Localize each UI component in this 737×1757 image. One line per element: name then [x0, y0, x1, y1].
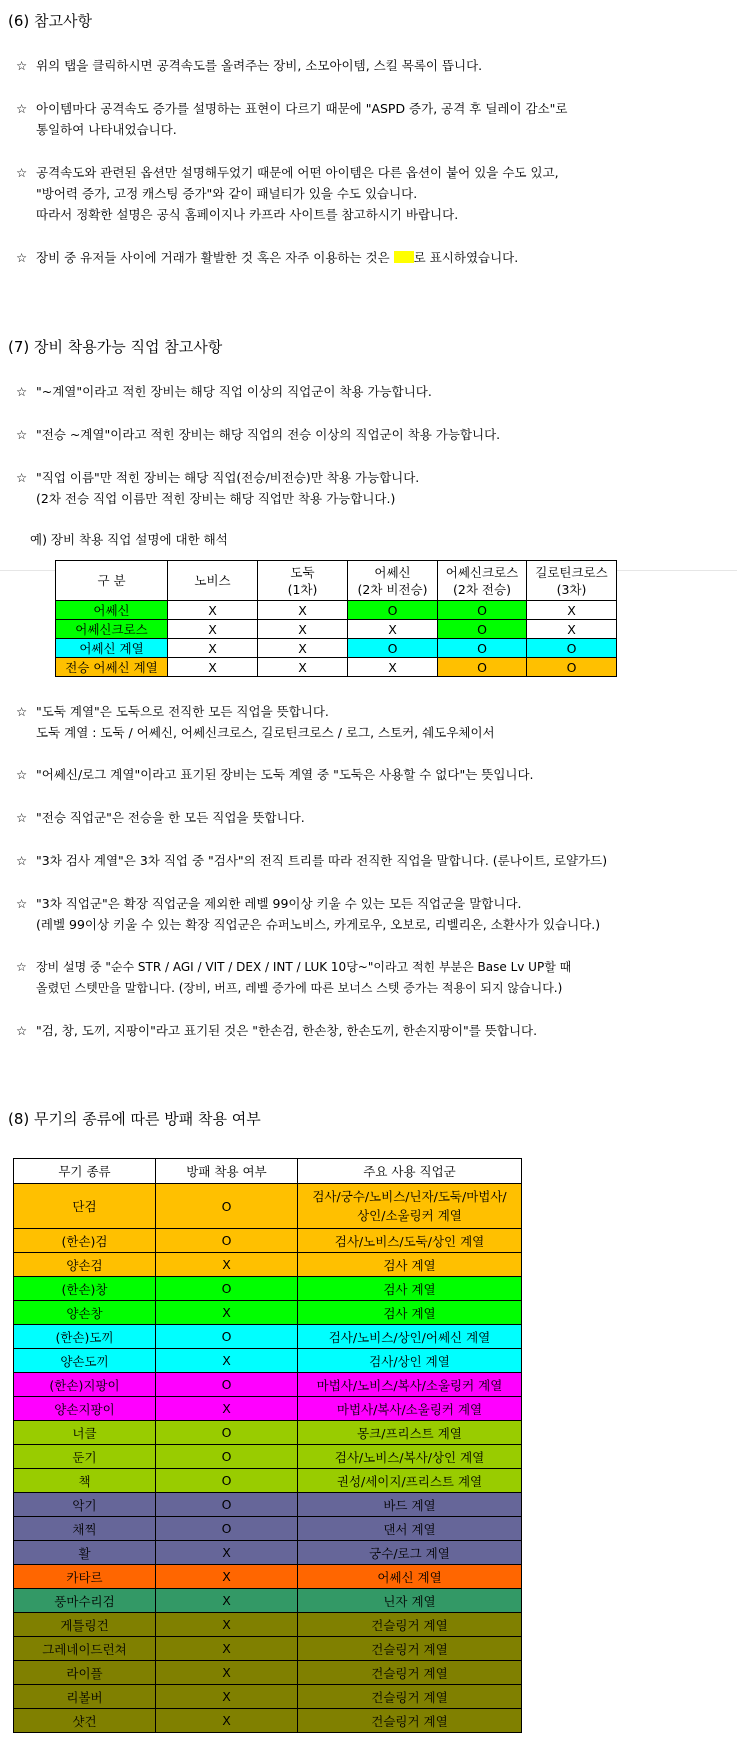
header-weapon: 무기 종류: [14, 1159, 156, 1184]
table-row: [14, 1184, 522, 1229]
example-table: [55, 560, 617, 677]
weapon-table-header: [14, 1159, 522, 1184]
table-row: [56, 620, 617, 639]
cell-jobs: 건슬링거 계열: [298, 1709, 522, 1733]
cell-weapon: 양손창: [14, 1301, 156, 1325]
header-cell: 길로틴크로스 (3차): [527, 561, 617, 601]
star-icon: ☆: [16, 810, 28, 825]
table-row: [14, 1709, 522, 1733]
note-7-10: ☆ "검, 창, 도끼, 지팡이"라고 표기된 것은 "한손검, 한손창, 한손도끼, 한손지팡이"를 뜻합니다.: [16, 1020, 537, 1041]
cell-jobs: 바드 계열: [298, 1493, 522, 1517]
cell-weapon: (한손)지팡이: [14, 1373, 156, 1397]
cell-weapon: 단검: [14, 1184, 156, 1229]
cell-shield: O: [156, 1469, 298, 1493]
table-row: [14, 1397, 522, 1421]
cell-weapon: 책: [14, 1469, 156, 1493]
cell: X: [348, 658, 438, 677]
cell: O: [438, 658, 527, 677]
cell-weapon: 풍마수리검: [14, 1589, 156, 1613]
note-6-4: ☆ 장비 중 유저들 사이에 거래가 활발한 것 혹은 자주 이용하는 것은 로 표시하였습니다.: [16, 247, 518, 268]
cell-jobs: 검사/노비스/복사/상인 계열: [298, 1445, 522, 1469]
cell-shield: X: [156, 1397, 298, 1421]
cell-shield: X: [156, 1709, 298, 1733]
note-7-7: ☆ "3차 검사 계열"은 3차 직업 중 "검사"의 전직 트리를 따라 전직한 직업을 말합니다. (룬나이트, 로얄가드): [16, 850, 607, 871]
cell-jobs: 건슬링거 계열: [298, 1637, 522, 1661]
cell: X: [258, 601, 348, 620]
cell-shield: X: [156, 1349, 298, 1373]
table-row: [56, 658, 617, 677]
cell-weapon: (한손)창: [14, 1277, 156, 1301]
cell-jobs: 댄서 계열: [298, 1517, 522, 1541]
cell: O: [348, 639, 438, 658]
table-row: [14, 1301, 522, 1325]
cell-weapon: 채찍: [14, 1517, 156, 1541]
cell-jobs: 검사/궁수/노비스/닌자/도둑/마법사/ 상인/소울링커 계열: [298, 1184, 522, 1229]
cell-shield: O: [156, 1184, 298, 1229]
cell-weapon: 샷건: [14, 1709, 156, 1733]
cell-weapon: 그레네이드런쳐: [14, 1637, 156, 1661]
example-table-header: [56, 561, 617, 601]
highlight-swatch: [394, 251, 414, 263]
cell: X: [348, 620, 438, 639]
cell: X: [258, 658, 348, 677]
cell: O: [438, 620, 527, 639]
header-jobs: 주요 사용 직업군: [298, 1159, 522, 1184]
cell-shield: X: [156, 1253, 298, 1277]
table-row: [14, 1229, 522, 1253]
table-row: [14, 1613, 522, 1637]
note-7-5: ☆ "어쎄신/로그 계열"이라고 표기된 장비는 도둑 계열 중 "도둑은 사용할 수 없다"는 뜻입니다.: [16, 764, 534, 785]
header-cell: 도둑 (1차): [258, 561, 348, 601]
star-icon: ☆: [16, 767, 28, 782]
table-row: [14, 1277, 522, 1301]
cell: O: [527, 639, 617, 658]
cell: O: [527, 658, 617, 677]
star-icon: ☆: [16, 470, 28, 485]
table-row: [14, 1637, 522, 1661]
note-6-2: ☆ 아이템마다 공격속도 증가를 설명하는 표현이 다르기 때문에 "ASPD 증가, 공격 후 딜레이 감소"로 통일하여 나타내었습니다.: [16, 98, 568, 140]
section-6-title: (6) 참고사항: [8, 12, 92, 30]
table-row: [14, 1253, 522, 1277]
section-8-title: (8) 무기의 종류에 따른 방패 착용 여부: [8, 1110, 261, 1128]
cell-weapon: 게틀링건: [14, 1613, 156, 1637]
cell-jobs: 마법사/노비스/복사/소울링커 계열: [298, 1373, 522, 1397]
cell-jobs: 권성/세이지/프리스트 계열: [298, 1469, 522, 1493]
cell: O: [438, 601, 527, 620]
cell-shield: O: [156, 1493, 298, 1517]
cell-weapon: 리볼버: [14, 1685, 156, 1709]
note-7-8: ☆ "3차 직업군"은 확장 직업군을 제외한 레벨 99이상 키울 수 있는 모든 직업군을 말합니다. (레벨 99이상 키울 수 있는 확장 직업군은 슈퍼노비스, 카게로우, 오보로, 리벨리온, 소환사가 있습니다.): [16, 893, 600, 935]
cell-weapon: 악기: [14, 1493, 156, 1517]
cell-shield: X: [156, 1541, 298, 1565]
example-label: 예) 장비 착용 직업 설명에 대한 해석: [30, 532, 228, 547]
cell-shield: X: [156, 1301, 298, 1325]
cell-shield: X: [156, 1661, 298, 1685]
row-label: 어쎄신: [56, 601, 168, 620]
row-label: 어쎄신크로스: [56, 620, 168, 639]
cell-shield: O: [156, 1421, 298, 1445]
cell-jobs: 검사 계열: [298, 1253, 522, 1277]
cell-jobs: 궁수/로그 계열: [298, 1541, 522, 1565]
table-row: [14, 1565, 522, 1589]
star-icon: ☆: [16, 101, 28, 116]
cell-weapon: (한손)검: [14, 1229, 156, 1253]
cell: X: [168, 620, 258, 639]
note-7-3: ☆ "직업 이름"만 적힌 장비는 해당 직업(전승/비전승)만 착용 가능합니다. (2차 전승 직업 이름만 적힌 장비는 해당 직업만 착용 가능합니다.): [16, 467, 419, 509]
cell: X: [168, 658, 258, 677]
star-icon: ☆: [16, 165, 28, 180]
star-icon: ☆: [16, 250, 28, 265]
weapon-shield-table: [13, 1158, 522, 1733]
cell-shield: O: [156, 1373, 298, 1397]
header-cell: 노비스: [168, 561, 258, 601]
header-shield: 방패 착용 여부: [156, 1159, 298, 1184]
table-row: [14, 1421, 522, 1445]
cell: X: [168, 601, 258, 620]
cell-weapon: 양손지팡이: [14, 1397, 156, 1421]
cell: X: [258, 620, 348, 639]
cell-shield: X: [156, 1613, 298, 1637]
cell-jobs: 검사/노비스/상인/어쎄신 계열: [298, 1325, 522, 1349]
cell-jobs: 검사 계열: [298, 1301, 522, 1325]
header-cell: 어쎄신크로스 (2차 전승): [438, 561, 527, 601]
star-icon: ☆: [16, 960, 27, 974]
cell-weapon: 양손도끼: [14, 1349, 156, 1373]
star-icon: ☆: [16, 896, 28, 911]
cell-jobs: 검사/상인 계열: [298, 1349, 522, 1373]
cell-shield: O: [156, 1325, 298, 1349]
table-row: [14, 1445, 522, 1469]
section-7-title: (7) 장비 착용가능 직업 참고사항: [8, 338, 223, 356]
note-7-9: ☆ 장비 설명 중 "순수 STR / AGI / VIT / DEX / INT / LUK 10당~"이라고 적힌 부분은 Base Lv UP할 때 올렸던 스텟만을 말합니다. (장비, 버프, 레벨 증가에 따른 보너스 스텟 증가는 적용이 되지 않습니다.): [16, 957, 571, 999]
table-row: [56, 639, 617, 658]
table-row: [14, 1373, 522, 1397]
cell: O: [438, 639, 527, 658]
cell-jobs: 마법사/복사/소울링커 계열: [298, 1397, 522, 1421]
cell-shield: O: [156, 1229, 298, 1253]
cell-shield: X: [156, 1637, 298, 1661]
note-6-3: ☆ 공격속도와 관련된 옵션만 설명해두었기 때문에 어떤 아이템은 다른 옵션이 붙어 있을 수도 있고, "방어력 증가, 고정 캐스팅 증가"와 같이 패널티가 있을 수도 있습니다. 따라서 정확한 설명은 공식 홈페이지나 카프라 사이트를 참고하시기 바랍니다.: [16, 162, 559, 225]
note-7-4: ☆ "도둑 계열"은 도둑으로 전직한 모든 직업을 뜻합니다. 도둑 계열 : 도둑 / 어쎄신, 어쎄신크로스, 길로틴크로스 / 로그, 스토커, 쉐도우체이서: [16, 701, 495, 743]
star-icon: ☆: [16, 58, 28, 73]
cell-jobs: 어쎄신 계열: [298, 1565, 522, 1589]
star-icon: ☆: [16, 853, 28, 868]
cell-weapon: 라이플: [14, 1661, 156, 1685]
table-row: [14, 1589, 522, 1613]
note-7-2: ☆ "전승 ~계열"이라고 적힌 장비는 해당 직업의 전승 이상의 직업군이 착용 가능합니다.: [16, 424, 500, 445]
cell-weapon: 활: [14, 1541, 156, 1565]
cell-weapon: 양손검: [14, 1253, 156, 1277]
note-7-1: ☆ "~계열"이라고 적힌 장비는 해당 직업 이상의 직업군이 착용 가능합니다.: [16, 381, 432, 402]
cell-weapon: 카타르: [14, 1565, 156, 1589]
cell-jobs: 몽크/프리스트 계열: [298, 1421, 522, 1445]
cell-shield: O: [156, 1517, 298, 1541]
cell: X: [527, 601, 617, 620]
row-label: 어쎄신 계열: [56, 639, 168, 658]
table-row: [14, 1469, 522, 1493]
cell-jobs: 닌자 계열: [298, 1589, 522, 1613]
row-label: 전승 어쎄신 계열: [56, 658, 168, 677]
table-row: [56, 601, 617, 620]
cell-weapon: 너클: [14, 1421, 156, 1445]
cell-jobs: 건슬링거 계열: [298, 1661, 522, 1685]
cell-jobs: 건슬링거 계열: [298, 1613, 522, 1637]
table-row: [14, 1517, 522, 1541]
table-row: [14, 1661, 522, 1685]
star-icon: ☆: [16, 427, 28, 442]
cell-shield: X: [156, 1685, 298, 1709]
table-row: [14, 1349, 522, 1373]
cell-jobs: 건슬링거 계열: [298, 1685, 522, 1709]
cell-jobs: 검사/노비스/도둑/상인 계열: [298, 1229, 522, 1253]
cell-weapon: 둔기: [14, 1445, 156, 1469]
cell: X: [527, 620, 617, 639]
cell-shield: O: [156, 1445, 298, 1469]
header-cell: 구 분: [56, 561, 168, 601]
table-row: [14, 1325, 522, 1349]
cell-shield: O: [156, 1277, 298, 1301]
table-row: [14, 1493, 522, 1517]
cell: X: [168, 639, 258, 658]
cell: X: [258, 639, 348, 658]
star-icon: ☆: [16, 704, 28, 719]
header-cell: 어쎄신 (2차 비전승): [348, 561, 438, 601]
table-row: [14, 1541, 522, 1565]
cell: O: [348, 601, 438, 620]
cell-shield: X: [156, 1589, 298, 1613]
star-icon: ☆: [16, 1023, 28, 1038]
note-7-6: ☆ "전승 직업군"은 전승을 한 모든 직업을 뜻합니다.: [16, 807, 305, 828]
note-6-1: ☆ 위의 탭을 클릭하시면 공격속도를 올려주는 장비, 소모아이템, 스킬 목록이 뜹니다.: [16, 55, 482, 76]
star-icon: ☆: [16, 384, 28, 399]
cell-jobs: 검사 계열: [298, 1277, 522, 1301]
table-row: [14, 1685, 522, 1709]
cell-weapon: (한손)도끼: [14, 1325, 156, 1349]
cell-shield: X: [156, 1565, 298, 1589]
